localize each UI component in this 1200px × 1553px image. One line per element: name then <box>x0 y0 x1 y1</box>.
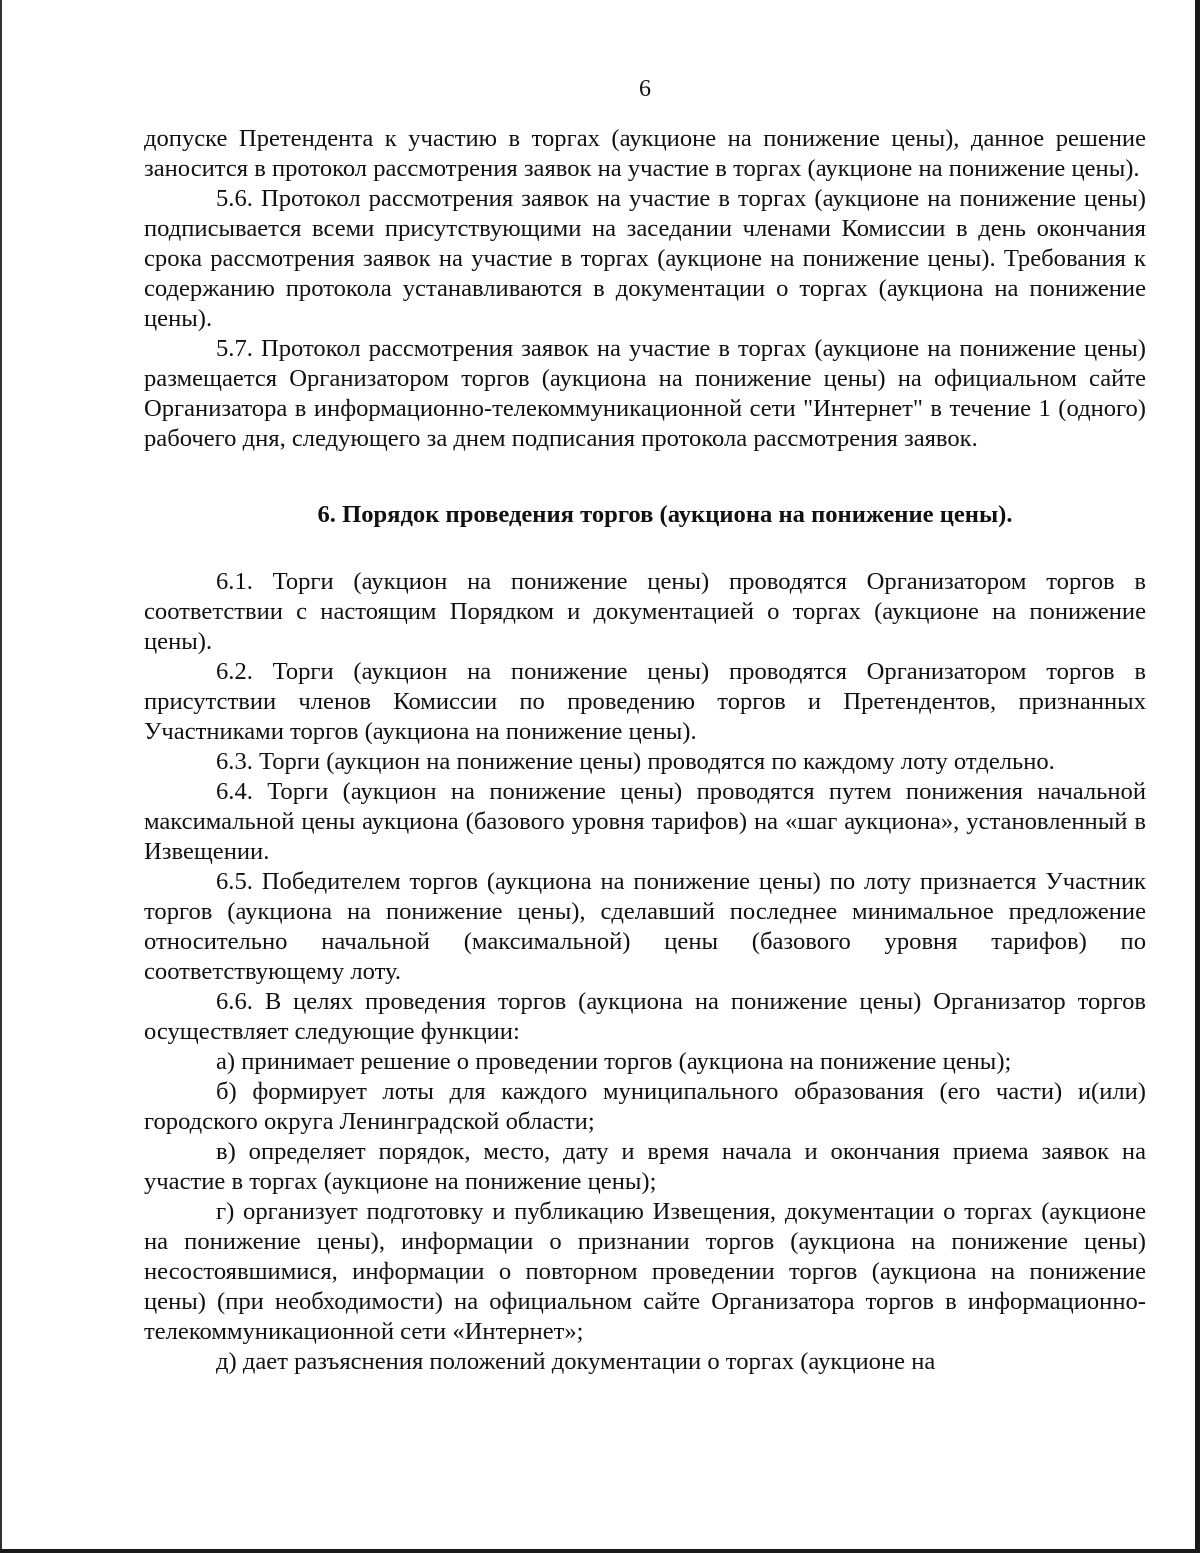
list-item-d: д) дает разъяснения положений документации о торгах (аукционе на <box>216 1348 936 1375</box>
paragraph-6-1: 6.1. Торги (аукцион на понижение цены) проводятся Организатором торгов в соответствии с настоящим Порядком и документацией о торгах (аукционе на понижение цены). <box>144 568 1146 655</box>
scan-border-left <box>0 0 2 1553</box>
paragraph-6-3: 6.3. Торги (аукцион на понижение цены) проводятся по каждому лоту отдельно. <box>216 748 1055 775</box>
paragraph-6-4: 6.4. Торги (аукцион на понижение цены) проводятся путем понижения начальной максимальной цены аукциона (базового уровня тарифов) на «шаг аукциона», установленный в Извещении. <box>144 778 1146 865</box>
paragraph-5-7: 5.7. Протокол рассмотрения заявок на участие в торгах (аукционе на понижение цены) размещается Организатором торгов (аукциона на понижение цены) на официальном сайте Организатора в информационно-телекоммуникационной сети "Интернет" в течение 1 (одного) рабочего дня, следующего за днем подписания протокола рассмотрения заявок. <box>144 335 1146 452</box>
paragraph-6-6: 6.6. В целях проведения торгов (аукциона на понижение цены) Организатор торгов осуществляет следующие функции: <box>144 988 1146 1045</box>
list-item-v: в) определяет порядок, место, дату и время начала и окончания приема заявок на участие в торгах (аукционе на понижение цены); <box>144 1138 1146 1195</box>
document-body <box>144 124 1146 1377</box>
scan-border-right <box>1195 0 1200 1553</box>
paragraph-5-6: 5.6. Протокол рассмотрения заявок на участие в торгах (аукционе на понижение цены) подписывается всеми присутствующими на заседании членами Комиссии в день окончания срока рассмотрения заявок на участие в торгах (аукционе на понижение цены). Требования к содержанию протокола устанавливаются в документации о торгах (аукциона на понижение цены). <box>144 185 1146 332</box>
paragraph-continuation: допуске Претендента к участию в торгах (аукционе на понижение цены), данное решение заносится в протокол рассмотрения заявок на участие в торгах (аукционе на понижение цены). <box>144 125 1146 182</box>
page-number: 6 <box>639 76 651 102</box>
paragraph-6-5: 6.5. Победителем торгов (аукциона на понижение цены) по лоту признается Участник торгов (аукциона на понижение цены), сделавший последнее минимальное предложение относительно начальной (максимальной) цены (базового уровня тарифов) по соответствующему лоту. <box>144 868 1146 985</box>
list-item-a: а) принимает решение о проведении торгов (аукциона на понижение цены); <box>216 1048 1012 1075</box>
section-heading: 6. Порядок проведения торгов (аукциона на понижение цены). <box>317 501 1013 528</box>
spacer <box>144 454 1146 500</box>
spacer <box>144 530 1146 567</box>
scan-border-bottom <box>0 1549 1200 1553</box>
list-item-g: г) организует подготовку и публикацию Извещения, документации о торгах (аукционе на понижение цены), информации о признании торгов (аукциона на понижение цены) несостоявшимися, информации о повторном проведении торгов (аукциона на понижение цены) (при необходимости) на официальном сайте Организатора торгов в информационно-телекоммуникационной сети «Интернет»; <box>144 1198 1146 1345</box>
list-item-b: б) формирует лоты для каждого муниципального образования (его части) и(или) городского округа Ленинградской области; <box>144 1078 1146 1135</box>
paragraph-6-2: 6.2. Торги (аукцион на понижение цены) проводятся Организатором торгов в присутствии членов Комиссии по проведению торгов и Претендентов, признанных Участниками торгов (аукциона на понижение цены). <box>144 658 1146 745</box>
